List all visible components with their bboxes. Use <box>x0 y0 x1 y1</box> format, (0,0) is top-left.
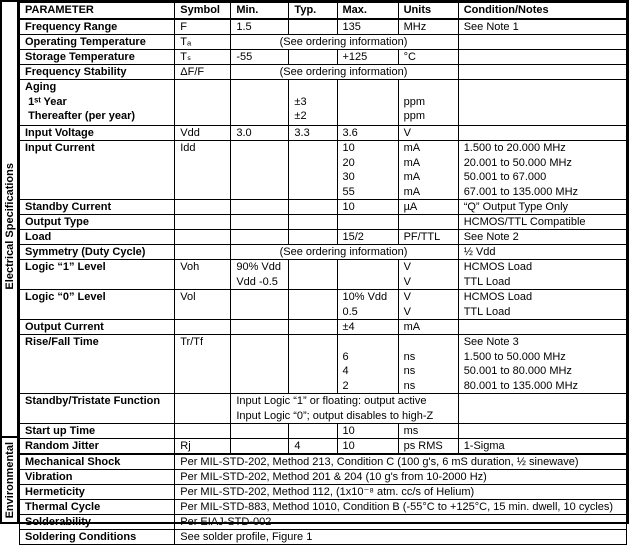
cell-frequency-stability-param: Frequency Stability <box>20 65 175 80</box>
cell-line: ns <box>403 350 416 363</box>
cell-storage-temperature-cond <box>458 50 626 65</box>
cell-random-jitter-units: ps RMS <box>398 439 458 455</box>
cell-start-up-time-typ <box>289 424 337 439</box>
column-header-min-: Min. <box>231 3 289 20</box>
section-electrical-specifications <box>2 17 17 436</box>
cell-operating-temperature-min: (See ordering information) <box>231 35 458 50</box>
cell-line: Thereafter (per year) <box>25 110 136 122</box>
spec-table <box>19 2 627 545</box>
cell-line: 10% Vdd <box>342 291 388 303</box>
cell-start-up-time-min <box>231 424 289 439</box>
cell-line <box>404 80 456 95</box>
cell-frequency-stability-cond <box>458 65 626 80</box>
cell-rise-fall-time-max <box>337 335 398 394</box>
cell-symmetry-min: (See ordering information) <box>231 245 458 260</box>
cell-input-voltage-param: Input Voltage <box>20 126 175 141</box>
cell-frequency-range-param: Frequency Range <box>20 19 175 35</box>
row-start-up-time <box>20 424 627 439</box>
cell-input-voltage-min: 3.0 <box>231 126 289 141</box>
cell-logic-0-level-min <box>231 290 289 320</box>
cell-random-jitter-symbol: Rj <box>175 439 231 455</box>
table-header-row <box>20 3 627 20</box>
cell-rise-fall-time-cond <box>458 335 626 394</box>
cell-line: 1ˢᵗ Year <box>25 95 67 108</box>
cell-operating-temperature-param: Operating Temperature <box>20 35 175 50</box>
row-mechanical-shock <box>20 454 627 470</box>
cell-line: V <box>403 305 411 318</box>
environmental-label: Environmental <box>3 441 16 519</box>
cell-logic-0-level-cond <box>458 290 626 320</box>
cell-standby-current-units: µA <box>398 200 458 215</box>
cell-start-up-time-param: Start up Time <box>20 424 175 439</box>
cell-line: mA <box>403 171 421 183</box>
cell-line <box>343 335 396 350</box>
cell-start-up-time-cond <box>458 424 626 439</box>
cell-line: HCMOS Load <box>463 261 533 273</box>
cell-standby-current-symbol <box>175 200 231 215</box>
cell-line: 50.001 to 80.000 MHz <box>463 365 572 377</box>
cell-output-type-cond: HCMOS/TTL Compatible <box>458 215 626 230</box>
cell-storage-temperature-typ <box>289 50 337 65</box>
cell-output-current-max: ±4 <box>337 320 398 335</box>
cell-load-symbol <box>175 230 231 245</box>
section-label-spacer <box>2 2 17 17</box>
cell-line: V <box>403 261 411 273</box>
cell-aging-symbol <box>175 80 231 126</box>
cell-logic-0-level-units <box>398 290 458 320</box>
cell-aging-min <box>231 80 289 126</box>
cell-output-current-min <box>231 320 289 335</box>
cell-rise-fall-time-param: Rise/Fall Time <box>20 335 175 394</box>
cell-thermal-cycle-param: Thermal Cycle <box>20 500 175 515</box>
cell-standby-tristate-function-param: Standby/Tristate Function <box>20 394 175 424</box>
row-soldering-conditions <box>20 530 627 545</box>
cell-line: 10 <box>342 142 355 154</box>
cell-load-min <box>231 230 289 245</box>
cell-line: ±2 <box>294 110 307 122</box>
column-header-units: Units <box>398 3 458 20</box>
cell-line: 80.001 to 135.000 MHz <box>463 379 579 392</box>
cell-line: ns <box>403 365 416 377</box>
cell-line: TTL Load <box>463 305 511 318</box>
row-operating-temperature <box>20 35 627 50</box>
cell-logic-0-level-symbol: Vol <box>175 290 231 320</box>
cell-standby-current-min <box>231 200 289 215</box>
cell-frequency-range-cond: See Note 1 <box>458 19 626 35</box>
cell-line: 20 <box>342 156 355 169</box>
cell-line: 50.001 to 67.000 <box>463 171 547 183</box>
cell-random-jitter-min <box>231 439 289 455</box>
cell-aging-param <box>20 80 175 126</box>
column-header-typ-: Typ. <box>289 3 337 20</box>
electrical-specifications-label: Electrical Specifications <box>3 163 16 290</box>
cell-soldering-conditions-symbol: See solder profile, Figure 1 <box>175 530 627 545</box>
cell-output-type-param: Output Type <box>20 215 175 230</box>
row-standby-tristate-function <box>20 394 627 424</box>
cell-line: V <box>403 275 411 288</box>
cell-solderability-param: Solderability <box>20 515 175 530</box>
row-frequency-range <box>20 19 627 35</box>
cell-input-voltage-symbol: Vdd <box>175 126 231 141</box>
column-header-condition-notes: Condition/Notes <box>458 3 626 20</box>
cell-standby-current-param: Standby Current <box>20 200 175 215</box>
column-header-max-: Max. <box>337 3 398 20</box>
cell-logic-1-level-typ <box>289 260 337 290</box>
cell-frequency-range-symbol: F <box>175 19 231 35</box>
row-logic-1-level <box>20 260 627 290</box>
cell-soldering-conditions-param: Soldering Conditions <box>20 530 175 545</box>
cell-frequency-range-units: MHz <box>398 19 458 35</box>
cell-line <box>294 80 334 95</box>
cell-operating-temperature-cond <box>458 35 626 50</box>
cell-frequency-range-typ <box>289 19 337 35</box>
cell-output-current-param: Output Current <box>20 320 175 335</box>
row-hermeticity <box>20 485 627 500</box>
section-label-column <box>2 2 19 522</box>
cell-output-current-cond <box>458 320 626 335</box>
row-frequency-stability <box>20 65 627 80</box>
cell-line: 1.500 to 50.000 MHz <box>463 350 566 363</box>
cell-aging-cond <box>458 80 626 126</box>
cell-output-type-max <box>337 215 398 230</box>
cell-load-max: 15/2 <box>337 230 398 245</box>
cell-line: Aging <box>25 81 57 93</box>
cell-line: 1.500 to 20.000 MHz <box>463 142 566 154</box>
cell-standby-current-typ <box>289 200 337 215</box>
cell-logic-1-level-max <box>337 260 398 290</box>
cell-input-voltage-cond <box>458 126 626 141</box>
row-vibration <box>20 470 627 485</box>
cell-line: 20.001 to 50.000 MHz <box>463 156 572 169</box>
cell-input-voltage-typ: 3.3 <box>289 126 337 141</box>
cell-random-jitter-max: 10 <box>337 439 398 455</box>
cell-input-current-units <box>398 141 458 200</box>
cell-storage-temperature-units: °C <box>398 50 458 65</box>
cell-load-typ <box>289 230 337 245</box>
cell-start-up-time-max: 10 <box>337 424 398 439</box>
cell-input-current-cond <box>458 141 626 200</box>
cell-line <box>404 335 456 350</box>
cell-logic-1-level-min <box>231 260 289 290</box>
cell-rise-fall-time-typ <box>289 335 337 394</box>
cell-output-current-units: mA <box>398 320 458 335</box>
cell-storage-temperature-max: +125 <box>337 50 398 65</box>
cell-logic-1-level-units <box>398 260 458 290</box>
cell-line: 67.001 to 135.000 MHz <box>463 185 579 198</box>
cell-line: mA <box>403 156 421 169</box>
cell-random-jitter-param: Random Jitter <box>20 439 175 455</box>
cell-solderability-symbol: Per EIAJ-STD-002 <box>175 515 627 530</box>
cell-output-type-symbol <box>175 215 231 230</box>
cell-load-param: Load <box>20 230 175 245</box>
cell-mechanical-shock-param: Mechanical Shock <box>20 454 175 470</box>
cell-frequency-range-min: 1.5 <box>231 19 289 35</box>
cell-logic-1-level-cond <box>458 260 626 290</box>
section-environmental <box>2 436 17 522</box>
column-header-symbol: Symbol <box>175 3 231 20</box>
cell-line: 0.5 <box>342 305 358 318</box>
row-thermal-cycle <box>20 500 627 515</box>
cell-logic-1-level-param: Logic “1” Level <box>20 260 175 290</box>
cell-line: ±3 <box>294 95 307 108</box>
cell-line: 55 <box>342 185 355 198</box>
cell-line: 6 <box>342 350 349 363</box>
row-load <box>20 230 627 245</box>
row-input-current <box>20 141 627 200</box>
cell-input-current-param: Input Current <box>20 141 175 200</box>
cell-standby-current-max: 10 <box>337 200 398 215</box>
cell-standby-tristate-function-symbol <box>175 394 231 424</box>
cell-logic-0-level-typ <box>289 290 337 320</box>
cell-input-current-symbol: Idd <box>175 141 231 200</box>
cell-start-up-time-units: ms <box>398 424 458 439</box>
cell-hermeticity-symbol: Per MIL-STD-202, Method 112, (1x10⁻⁸ atm. cc/s of Helium) <box>175 485 627 500</box>
cell-line: Input Logic “1” or floating: output active <box>236 395 427 407</box>
cell-aging-typ <box>289 80 337 126</box>
cell-input-voltage-units: V <box>398 126 458 141</box>
cell-line: ppm <box>403 110 425 122</box>
cell-line: ppm <box>403 95 425 108</box>
row-random-jitter <box>20 439 627 455</box>
row-symmetry <box>20 245 627 260</box>
cell-line: See Note 3 <box>463 336 519 348</box>
cell-storage-temperature-min: -55 <box>231 50 289 65</box>
cell-load-cond: See Note 2 <box>458 230 626 245</box>
cell-line: Input Logic “0”; output disables to high-Z <box>236 409 434 422</box>
cell-line: TTL Load <box>463 275 511 288</box>
cell-output-type-typ <box>289 215 337 230</box>
cell-output-current-typ <box>289 320 337 335</box>
cell-symmetry-param: Symmetry (Duty Cycle) <box>20 245 175 260</box>
cell-frequency-stability-symbol: ΔF/F <box>175 65 231 80</box>
cell-line: 2 <box>342 379 349 392</box>
cell-output-type-min <box>231 215 289 230</box>
cell-load-units: PF/TTL <box>398 230 458 245</box>
cell-aging-units <box>398 80 458 126</box>
cell-output-type-units <box>398 215 458 230</box>
cell-standby-tristate-function-cond <box>458 394 626 424</box>
cell-standby-current-cond: “Q” Output Type Only <box>458 200 626 215</box>
cell-random-jitter-typ: 4 <box>289 439 337 455</box>
row-aging <box>20 80 627 126</box>
cell-input-current-min <box>231 141 289 200</box>
cell-hermeticity-param: Hermeticity <box>20 485 175 500</box>
cell-rise-fall-time-min <box>231 335 289 394</box>
cell-line: Vdd -0.5 <box>236 275 278 288</box>
row-input-voltage <box>20 126 627 141</box>
cell-line: V <box>403 291 411 303</box>
cell-logic-1-level-symbol: Voh <box>175 260 231 290</box>
cell-input-current-typ <box>289 141 337 200</box>
cell-aging-max <box>337 80 398 126</box>
cell-line: 30 <box>342 171 355 183</box>
cell-symmetry-symbol <box>175 245 231 260</box>
cell-mechanical-shock-symbol: Per MIL-STD-202, Method 213, Condition C (100 g's, 6 mS duration, ½ sinewave) <box>175 454 627 470</box>
cell-operating-temperature-symbol: Tₐ <box>175 35 231 50</box>
row-rise-fall-time <box>20 335 627 394</box>
row-output-type <box>20 215 627 230</box>
cell-thermal-cycle-symbol: Per MIL-STD-883, Method 1010, Condition B (-55°C to +125°C, 15 min. dwell, 10 cycles) <box>175 500 627 515</box>
cell-start-up-time-symbol <box>175 424 231 439</box>
cell-frequency-stability-min: (See ordering information) <box>231 65 458 80</box>
row-logic-0-level <box>20 290 627 320</box>
cell-input-current-max <box>337 141 398 200</box>
cell-line: HCMOS Load <box>463 291 533 303</box>
row-standby-current <box>20 200 627 215</box>
cell-line: 90% Vdd <box>236 261 281 273</box>
cell-output-current-symbol <box>175 320 231 335</box>
cell-storage-temperature-symbol: Tₛ <box>175 50 231 65</box>
cell-vibration-param: Vibration <box>20 470 175 485</box>
cell-rise-fall-time-symbol: Tr/Tf <box>175 335 231 394</box>
cell-logic-0-level-param: Logic “0” Level <box>20 290 175 320</box>
cell-line: mA <box>403 185 421 198</box>
row-solderability <box>20 515 627 530</box>
cell-input-voltage-max: 3.6 <box>337 126 398 141</box>
cell-standby-tristate-function-min <box>231 394 458 424</box>
cell-line: mA <box>403 142 421 154</box>
cell-vibration-symbol: Per MIL-STD-202, Method 201 & 204 (10 g's from 10-2000 Hz) <box>175 470 627 485</box>
cell-logic-0-level-max <box>337 290 398 320</box>
cell-frequency-range-max: 135 <box>337 19 398 35</box>
cell-line: ns <box>403 379 416 392</box>
cell-storage-temperature-param: Storage Temperature <box>20 50 175 65</box>
cell-symmetry-cond: ½ Vdd <box>458 245 626 260</box>
cell-line: 4 <box>342 365 349 377</box>
column-header-parameter: PARAMETER <box>20 3 175 20</box>
row-storage-temperature <box>20 50 627 65</box>
cell-random-jitter-cond: 1-Sigma <box>458 439 626 455</box>
row-output-current <box>20 320 627 335</box>
cell-rise-fall-time-units <box>398 335 458 394</box>
